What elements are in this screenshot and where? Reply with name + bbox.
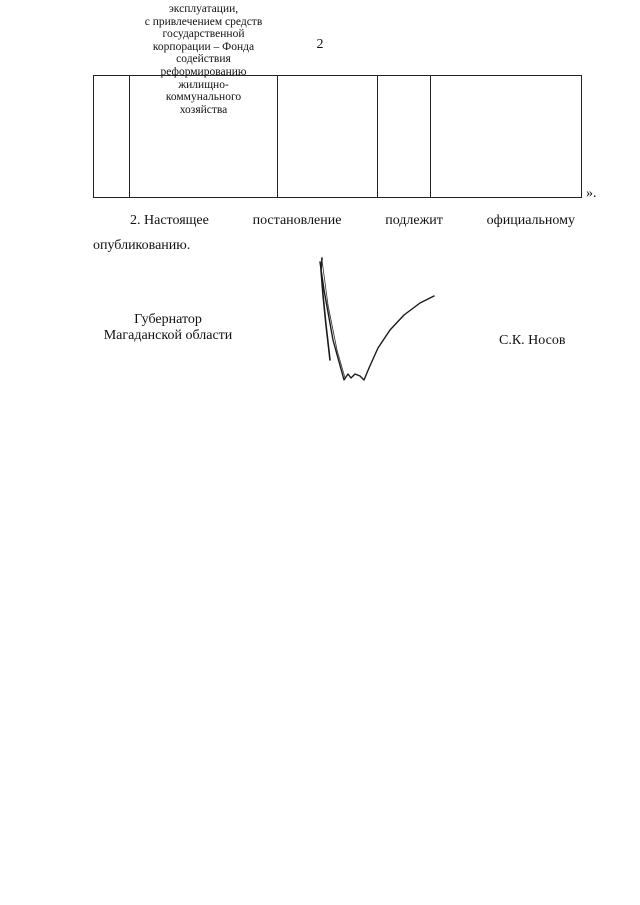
paragraph-line xyxy=(93,208,575,233)
table-cell-line: жилищно- xyxy=(178,78,229,91)
table-cell-line: корпорации – Фонда xyxy=(152,40,255,53)
table-column-divider xyxy=(377,76,378,197)
table-cell-line: государственной xyxy=(162,28,245,41)
table-cell-line: хозяйства xyxy=(179,103,228,116)
signer-title-line: Губернатор xyxy=(134,312,202,327)
paragraph-word: подлежит xyxy=(385,213,443,228)
paragraph-word: постановление xyxy=(252,213,342,228)
signer-name: С.К. Носов xyxy=(499,333,566,348)
handwritten-signature xyxy=(300,250,450,390)
table-column-divider xyxy=(430,76,431,197)
page-number: 2 xyxy=(316,37,324,52)
paragraph-line: опубликованию. xyxy=(93,238,191,253)
paragraph-word: официальному xyxy=(486,213,575,228)
table-cell-line: с привлечением средств xyxy=(144,15,263,28)
table-cell-line: реформированию xyxy=(160,65,247,78)
table-cell-text xyxy=(129,3,278,116)
signer-title-line: Магаданской области xyxy=(103,328,233,343)
closing-quote: ». xyxy=(586,186,597,201)
paragraph-word: 2. Настоящее xyxy=(130,213,209,228)
signer-title xyxy=(93,312,243,344)
table-cell-line: эксплуатации, xyxy=(168,3,239,15)
table-cell-line: содействия xyxy=(176,53,231,66)
table-cell-line: коммунального xyxy=(165,91,242,104)
